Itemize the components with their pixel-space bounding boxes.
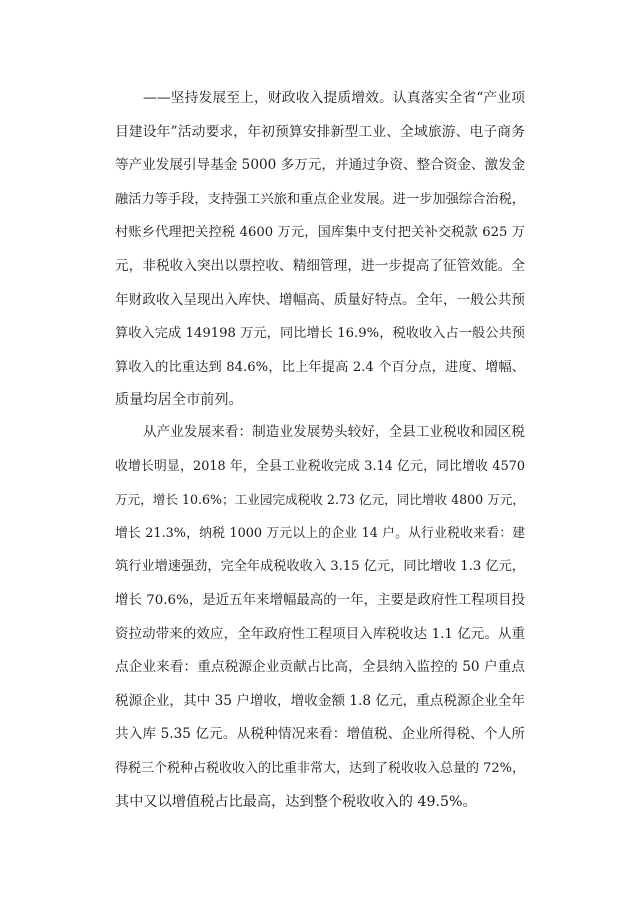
text-line: 增长 70.6%，是近五年来增幅最高的一年，主要是政府性工程项目投	[115, 592, 525, 608]
text-line: 年财政收入呈现出入库快、增幅高、质量好特点。全年，一般公共预	[115, 291, 525, 308]
text-line: 增长 21.3%，纳税 1000 万元以上的企业 14 户。从行业税收来看：建	[115, 525, 525, 541]
paragraph-industry-development	[115, 416, 525, 819]
text-line: 共入库 5.35 亿元。从税种情况来看：增值税、企业所得税、个人所	[115, 726, 525, 743]
text-line: 从产业发展来看：制造业发展势头较好，全县工业税收和园区税	[143, 424, 525, 440]
text-line: 等产业发展引导基金 5000 多万元，并通过争资、整合资金、激发金	[115, 157, 526, 174]
paragraph-fiscal-revenue	[115, 82, 525, 418]
text-line: 元，非税收入突出以票控收、精细管理，进一步提高了征管效能。全	[115, 257, 525, 274]
text-line: 资拉动带来的效应，全年政府性工程项目入库税收达 1.1 亿元。从重	[115, 626, 525, 642]
text-line: 其中又以增值税占比最高，达到整个税收收入的 49.5%。	[115, 793, 477, 810]
text-line: 村账乡代理把关控税 4600 万元，国库集中支付把关补交税款 625 万	[115, 225, 525, 241]
text-line: 筑行业增速强劲，完全年成税收收入 3.15 亿元，同比增收 1.3 亿元，	[115, 559, 525, 575]
text-line: 点企业来看：重点税源企业贡献占比高，全县纳入监控的 50 户重点	[115, 659, 525, 676]
text-line: ——坚持发展至上，财政收入提质增效。认真落实全省“产业项	[143, 90, 525, 106]
text-line: 税源企业，其中 35 户增收，增收金额 1.8 亿元，重点税源企业全年	[115, 692, 525, 709]
text-line: 收增长明显，2018 年，全县工业税收完成 3.14 亿元，同比增收 4570	[115, 458, 525, 474]
text-line: 质量均居全市前列。	[115, 392, 243, 409]
text-line: 算收入的比重达到 84.6%，比上年提高 2.4 个百分点，进度、增幅、	[115, 359, 525, 375]
text-line: 融活力等手段，支持强工兴旅和重点企业发展。进一步加强综合治税，	[115, 191, 525, 207]
text-line: 目建设年”活动要求，年初预算安排新型工业、全域旅游、电子商务	[115, 123, 525, 140]
text-line: 算收入完成 149198 万元，同比增长 16.9%，税收收入占一般公共预	[115, 326, 525, 342]
text-line: 万元，增长 10.6%；工业园完成税收 2.73 亿元，同比增收 4800 万元，	[115, 492, 525, 508]
text-line: 得税三个税种占税收收入的比重非常大，达到了税收收入总量的 72%，	[115, 760, 526, 776]
